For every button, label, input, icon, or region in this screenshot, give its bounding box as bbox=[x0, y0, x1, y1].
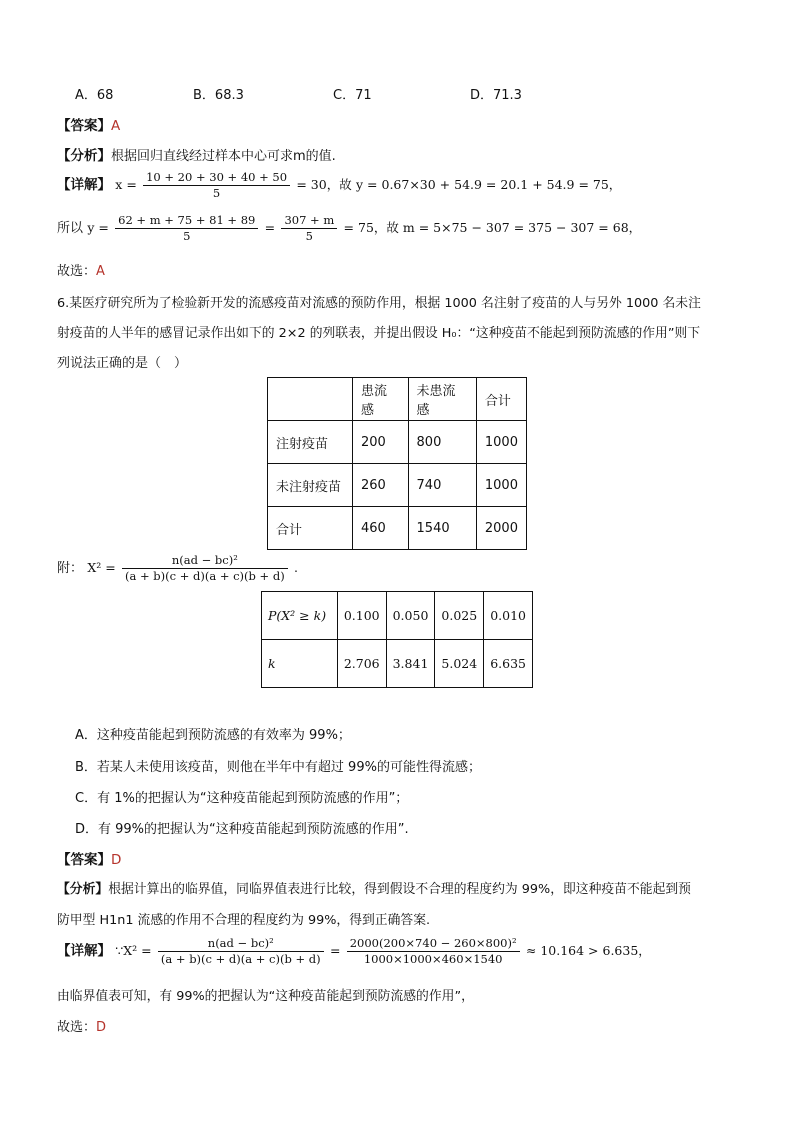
formula-line bbox=[57, 553, 298, 584]
q6-conclusion-prefix: 故选： bbox=[57, 1020, 97, 1035]
table-cell: k bbox=[262, 640, 338, 688]
conclusion-prefix: 故选： bbox=[57, 264, 97, 279]
q6-detail-rest: ≈ 10.164 > 6.635， bbox=[525, 943, 651, 958]
q6-detail-lhs: ∵X² = bbox=[115, 943, 152, 958]
q6-answer-tag: 【答案】 bbox=[57, 852, 111, 868]
xbar-fraction bbox=[143, 170, 290, 201]
table-cell bbox=[268, 378, 353, 421]
q6-detail-fraction-1 bbox=[158, 936, 324, 967]
q6-detail-denominator-2: 1000×1000×460×1540 bbox=[363, 952, 503, 966]
table-cell: 1540 bbox=[408, 507, 476, 550]
formula-fraction bbox=[122, 553, 288, 584]
table-cell: 460 bbox=[353, 507, 409, 550]
xbar-lhs: x = bbox=[115, 177, 137, 192]
option-b: B．68.3 bbox=[193, 88, 244, 103]
q6-analysis-text-1: 根据计算出的临界值，同临界值表进行比较，得到假设不合理的程度约为 99%，即这种疫苗不能起到预 bbox=[108, 882, 691, 897]
table-cell: 2000 bbox=[476, 507, 526, 550]
ybar2-denominator-2: 5 bbox=[305, 229, 313, 243]
ybar-equation: y = 0.67×30 + 54.9 = 20.1 + 54.9 = 75， bbox=[356, 177, 622, 192]
table-cell: 800 bbox=[408, 421, 476, 464]
table-cell: 3.841 bbox=[386, 640, 435, 688]
answer-tag: 【答案】 bbox=[57, 118, 111, 134]
table-cell: 200 bbox=[353, 421, 409, 464]
q6-detail-eq: = bbox=[329, 943, 341, 958]
ybar2-lhs: y = bbox=[87, 220, 109, 235]
table-cell: 2.706 bbox=[337, 640, 386, 688]
q6-stem-line-1: 6.某医疗研究所为了检验新开发的流感疫苗对流感的预防作用，根据 1000 名注射了疫苗的人与另外 1000 名未注 bbox=[57, 296, 701, 311]
critical-value-table bbox=[261, 591, 533, 688]
table-cell: 260 bbox=[353, 464, 409, 507]
formula-end: . bbox=[294, 560, 298, 575]
choice-a: A．这种疫苗能起到预防流感的有效率为 99%； bbox=[75, 728, 351, 743]
q6-answer-line bbox=[57, 848, 121, 868]
table-cell: 1000 bbox=[476, 421, 526, 464]
table-cell: 未注射疫苗 bbox=[268, 464, 353, 507]
option-c: C．71 bbox=[333, 88, 372, 103]
conclusion-value: A bbox=[96, 264, 105, 279]
table-cell: 740 bbox=[408, 464, 476, 507]
table-cell: 0.100 bbox=[337, 592, 386, 640]
table-cell: 合计 bbox=[476, 378, 526, 421]
xbar-denominator: 5 bbox=[212, 186, 221, 200]
q6-conclusion-line bbox=[57, 1016, 106, 1035]
table-row bbox=[262, 592, 533, 640]
option-a: A．68 bbox=[75, 88, 114, 103]
table-cell: P(X² ≥ k) bbox=[262, 592, 338, 640]
answer-line bbox=[57, 114, 120, 134]
choice-d: D．有 99%的把握认为“这种疫苗能起到预防流感的作用”. bbox=[75, 822, 409, 837]
q6-detail-line-1 bbox=[57, 936, 651, 967]
q6-conclusion-value: D bbox=[96, 1020, 107, 1035]
table-cell: 6.635 bbox=[484, 640, 533, 688]
table-cell: 5.024 bbox=[435, 640, 484, 688]
q6-detail-denominator-1: (a + b)(c + d)(a + c)(b + d) bbox=[160, 952, 321, 966]
q6-detail-numerator-1: n(ad − bc)² bbox=[158, 936, 324, 952]
conclusion-line bbox=[57, 260, 105, 279]
table-cell: 0.050 bbox=[386, 592, 435, 640]
ybar2-numerator-1: 62 + m + 75 + 81 + 89 bbox=[115, 213, 258, 229]
table-row bbox=[262, 640, 533, 688]
xbar-numerator: 10 + 20 + 30 + 40 + 50 bbox=[143, 170, 290, 186]
formula-prefix: 附： bbox=[57, 561, 84, 576]
q6-detail-tag: 【详解】 bbox=[57, 943, 111, 959]
detail-line-2 bbox=[57, 213, 641, 244]
table-cell: 未患流感 bbox=[408, 378, 476, 421]
table-row bbox=[268, 507, 527, 550]
q6-detail-fraction-2 bbox=[347, 936, 520, 967]
answer-value: A bbox=[111, 118, 121, 134]
q6-detail-line-2: 由临界值表可知，有 99%的把握认为“这种疫苗能起到预防流感的作用”， bbox=[57, 989, 474, 1004]
q6-detail-numerator-2: 2000(200×740 − 260×800)² bbox=[347, 936, 520, 952]
ybar2-fraction-2 bbox=[281, 213, 337, 244]
table-header-row bbox=[268, 378, 527, 421]
q6-stem-line-2: 射疫苗的人半年的感冒记录作出如下的 2×2 的列联表，并提出假设 H₀：“这种疫苗不能起到预防流感的作用”则下 bbox=[57, 326, 701, 341]
ybar2-rest: = 75，故 m = 5×75 − 307 = 375 − 307 = 68， bbox=[343, 220, 642, 235]
formula-lhs: X² = bbox=[87, 560, 116, 575]
detail-line2-prefix: 所以 bbox=[57, 221, 84, 236]
choice-c: C．有 1%的把握认为“这种疫苗能起到预防流感的作用”； bbox=[75, 791, 409, 806]
ybar2-eq: = bbox=[264, 220, 276, 235]
q6-analysis-line-2: 防甲型 H1n1 流感的作用不合理的程度约为 99%，得到正确答案. bbox=[57, 913, 431, 928]
option-d: D．71.3 bbox=[470, 88, 522, 103]
q6-stem-line-3: 列说法正确的是（ ） bbox=[57, 356, 188, 371]
ybar2-denominator-1: 5 bbox=[183, 229, 191, 243]
table-cell: 0.010 bbox=[484, 592, 533, 640]
q6-analysis-line-1 bbox=[57, 878, 691, 897]
formula-numerator: n(ad − bc)² bbox=[122, 553, 288, 569]
q6-answer-value: D bbox=[111, 852, 122, 868]
choice-b: B．若某人未使用该疫苗，则他在半年中有超过 99%的可能性得流感； bbox=[75, 760, 481, 775]
detail-line-1 bbox=[57, 170, 621, 201]
contingency-table bbox=[267, 377, 527, 550]
ybar2-numerator-2: 307 + m bbox=[281, 213, 337, 229]
table-cell: 0.025 bbox=[435, 592, 484, 640]
table-cell: 注射疫苗 bbox=[268, 421, 353, 464]
formula-denominator: (a + b)(c + d)(a + c)(b + d) bbox=[124, 569, 285, 583]
detail-tag: 【详解】 bbox=[57, 177, 111, 193]
table-cell: 患流感 bbox=[353, 378, 409, 421]
table-row bbox=[268, 421, 527, 464]
xbar-rest: = 30，故 bbox=[296, 177, 352, 192]
ybar2-fraction-1 bbox=[115, 213, 258, 244]
q6-analysis-tag: 【分析】 bbox=[57, 882, 109, 897]
analysis-text: 根据回归直线经过样本中心可求m的值. bbox=[111, 149, 336, 164]
analysis-tag: 【分析】 bbox=[57, 148, 111, 164]
analysis-line bbox=[57, 144, 336, 164]
table-row bbox=[268, 464, 527, 507]
table-cell: 合计 bbox=[268, 507, 353, 550]
table-cell: 1000 bbox=[476, 464, 526, 507]
